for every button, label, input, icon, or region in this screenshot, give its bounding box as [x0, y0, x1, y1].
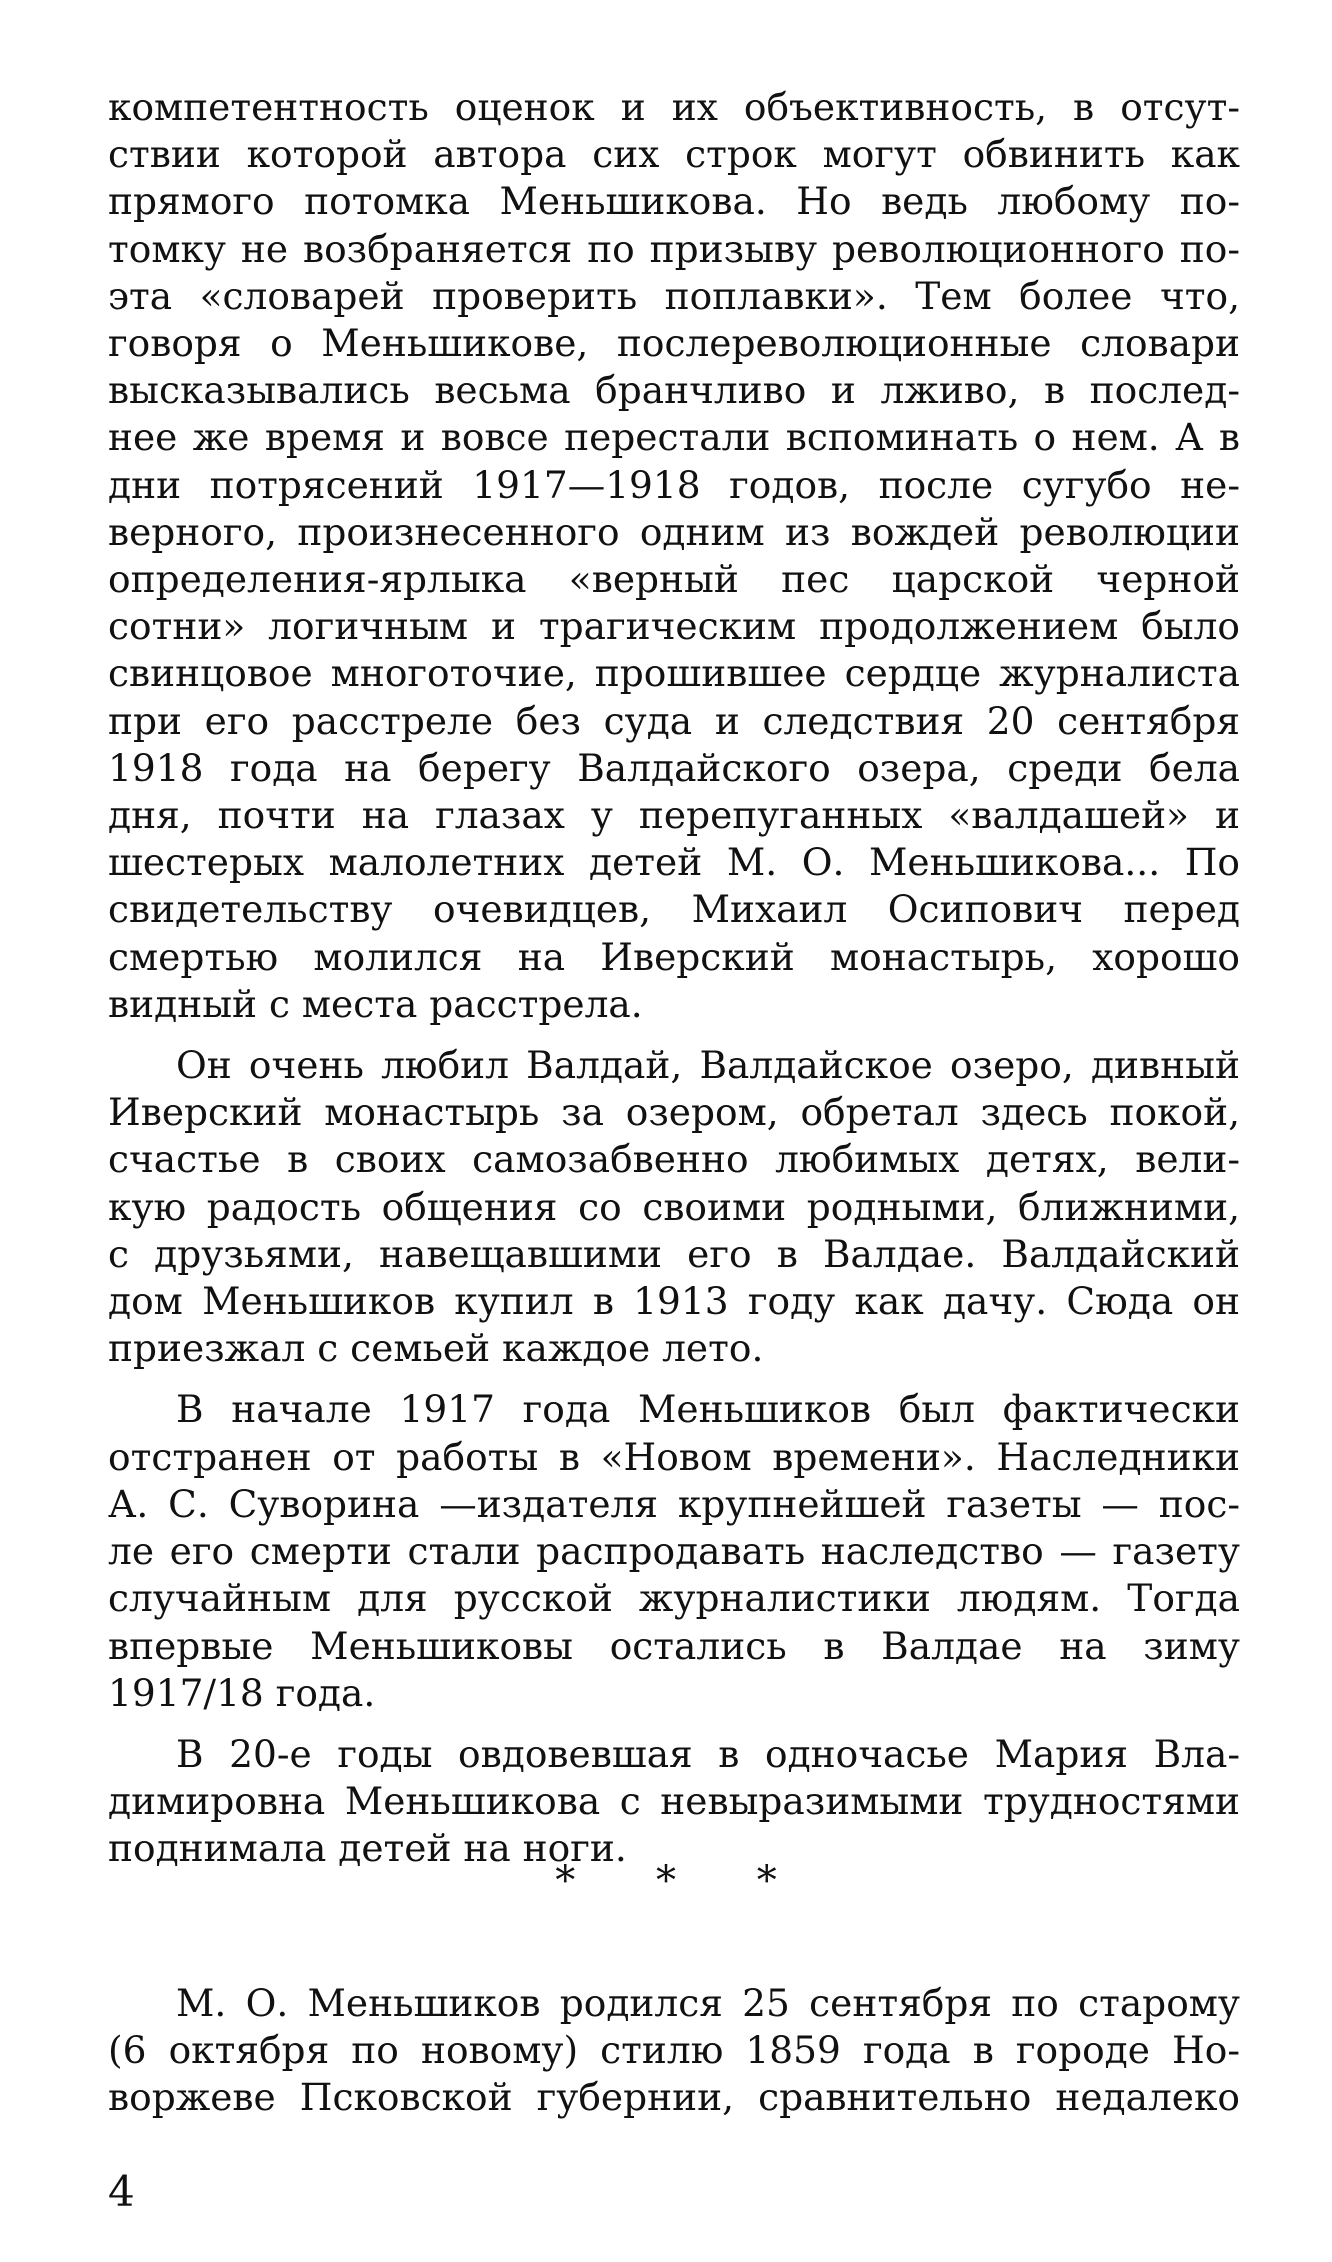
text-line: высказывались весьма бранчливо и лживо, в послед- [108, 368, 1240, 413]
paragraph-4 [108, 1731, 1240, 1873]
paragraph-1 [108, 84, 1240, 1028]
text-line: верного, произнесенного одним из вождей революции [108, 509, 1240, 554]
text-line: определения-ярлыка «верный пес царской черной [108, 557, 1240, 602]
text-line: сотни» логичным и трагическим продолжением было [108, 604, 1240, 649]
text-line: эта «словарей проверить поплавки». Тем более что, [108, 273, 1240, 318]
text-line: ле его смерти стали распродавать наследство — газету [108, 1529, 1240, 1574]
text-line: Он очень любил Валдай, Валдайское озеро, дивный [176, 1043, 1240, 1088]
text-line: В начале 1917 года Меньшиков был фактически [176, 1387, 1240, 1432]
bottom-text-column [108, 1980, 1240, 2122]
paragraph-2 [108, 1042, 1240, 1372]
section-separator: * * * [555, 1858, 811, 1904]
text-line: 1917/18 года. [108, 1670, 376, 1715]
text-line: прямого потомка Меньшикова. Но ведь любому по- [108, 179, 1240, 224]
text-line: отстранен от работы в «Новом времени». Наследники [108, 1434, 1240, 1479]
text-line: шестерых малолетних детей М. О. Меньшикова... По [108, 840, 1240, 885]
text-line: кую радость общения со своими родными, ближними, [108, 1184, 1240, 1229]
text-line: дом Меньшиков купил в 1913 году как дачу. Сюда он [108, 1279, 1240, 1324]
text-line: В 20-е годы овдовевшая в одночасье Мария Вла- [176, 1731, 1240, 1776]
text-line: воржеве Псковской губернии, сравнительно недалеко [108, 2075, 1240, 2120]
text-line: Иверский монастырь за озером, обретал здесь покой, [108, 1090, 1240, 1135]
text-line: дни потрясений 1917—1918 годов, после сугубо не- [108, 462, 1240, 507]
text-line: смертью молился на Иверский монастырь, хорошо [108, 934, 1240, 979]
text-line: нее же время и вовсе перестали вспоминать о нем. А в [108, 415, 1240, 460]
text-line: 1918 года на берегу Валдайского озера, среди бела [108, 745, 1240, 790]
text-line: дня, почти на глазах у перепуганных «валдашей» и [108, 793, 1240, 838]
text-line: впервые Меньшиковы остались в Валдае на зиму [108, 1623, 1240, 1668]
paragraph-5 [108, 1980, 1240, 2122]
text-line: А. С. Суворина —издателя крупнейшей газеты — пос- [108, 1481, 1240, 1526]
text-line: при его расстреле без суда и следствия 20 сентября [108, 698, 1240, 743]
text-line: М. О. Меньшиков родился 25 сентября по старому [176, 1981, 1240, 2025]
text-line: свидетельству очевидцев, Михаил Осипович перед [108, 887, 1240, 932]
text-line: с друзьями, навещавшими его в Валдае. Валдайский [108, 1231, 1240, 1276]
text-line: случайным для русской журналистики людям. Тогда [108, 1576, 1240, 1621]
page-number: 4 [108, 2167, 135, 2216]
text-line: приезжал с семьей каждое лето. [108, 1326, 764, 1371]
text-line: компетентность оценок и их объективность, в отсут- [108, 85, 1240, 129]
text-line: ствии которой автора сих строк могут обвинить как [108, 132, 1240, 177]
main-text-column [108, 84, 1240, 1873]
text-line: говоря о Меньшикове, послереволюционные словари [108, 321, 1240, 366]
paragraph-3 [108, 1386, 1240, 1716]
text-line: видный с места расстрела. [108, 981, 643, 1026]
text-line: счастье в своих самозабвенно любимых детях, вели- [108, 1137, 1240, 1182]
text-line: свинцовое многоточие, прошившее сердце журналиста [108, 651, 1240, 696]
text-line: поднимала детей на ноги. [108, 1826, 627, 1871]
text-line: димировна Меньшикова с невыразимыми трудностями [108, 1779, 1240, 1824]
text-line: (6 октября по новому) стилю 1859 года в городе Но- [108, 2028, 1240, 2073]
text-line: томку не возбраняется по призыву революционного по- [108, 226, 1240, 271]
